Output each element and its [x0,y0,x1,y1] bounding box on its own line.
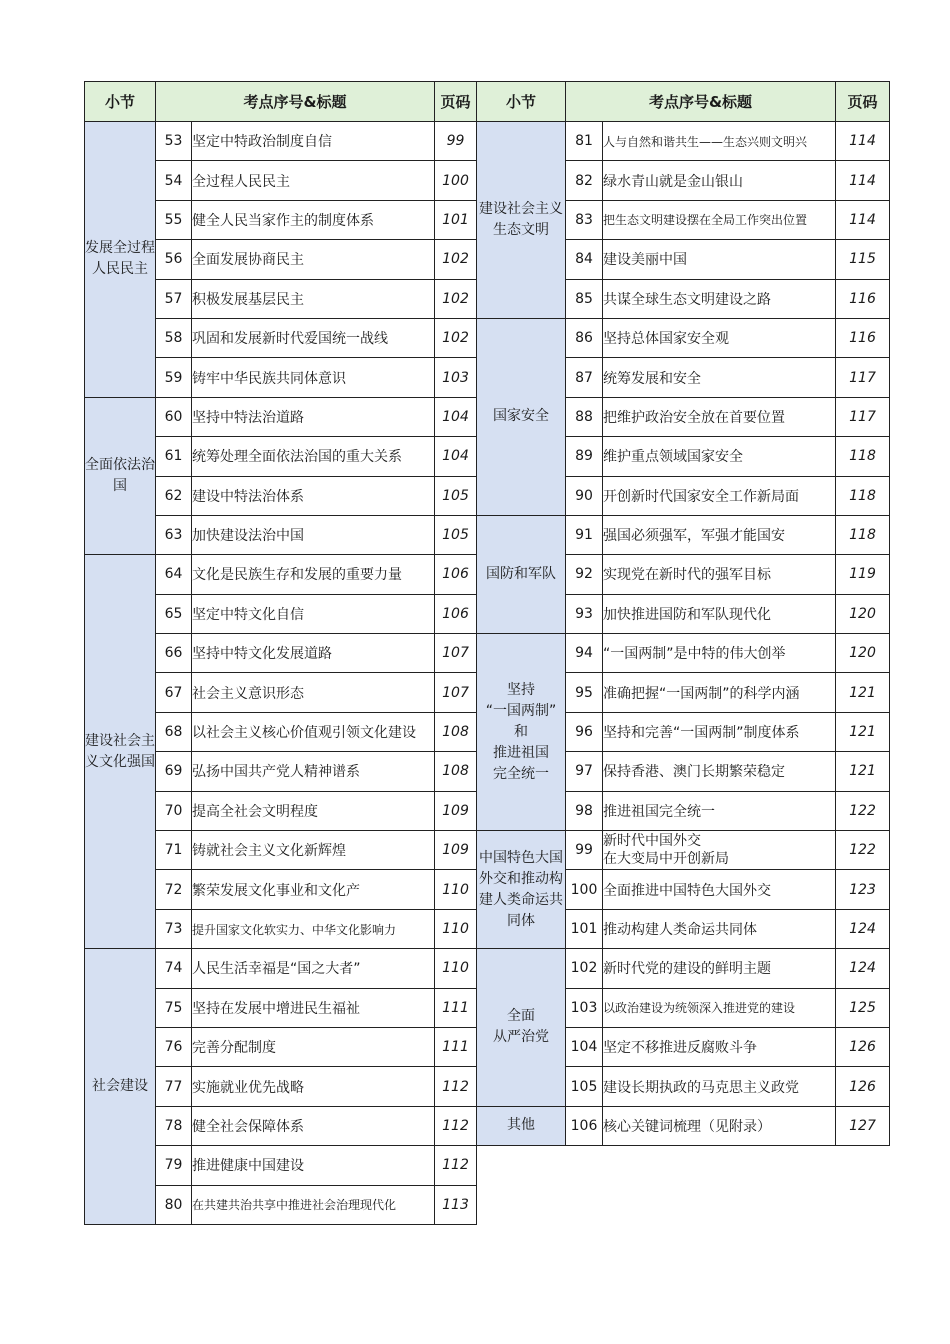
topic-number: 69 [156,752,192,791]
page-number: 124 [836,949,890,988]
section-label: 坚持 “一国两制” 和 推进祖国 完全统一 [477,634,566,831]
topic-number: 95 [566,673,603,712]
topic-title: 开创新时代国家安全工作新局面 [603,476,836,515]
section-label: 国家安全 [477,318,566,515]
page-number: 114 [836,200,890,239]
topic-number: 104 [566,1027,603,1066]
topic-title: 坚持和完善“一国两制”制度体系 [603,712,836,751]
page-number: 107 [435,673,477,712]
page-number: 116 [836,318,890,357]
topic-title: 铸就社会主义文化新辉煌 [192,831,435,870]
topic-number: 100 [566,870,603,909]
topic-title: 推动构建人类命运共同体 [603,909,836,948]
topic-number: 55 [156,200,192,239]
page-number: 113 [435,1185,477,1224]
topic-title: 坚定不移推进反腐败斗争 [603,1027,836,1066]
page-number: 119 [836,555,890,594]
page-number: 118 [836,515,890,554]
topic-number: 63 [156,515,192,554]
page-number: 126 [836,1067,890,1106]
header-row [85,82,477,122]
topic-number: 106 [566,1106,603,1145]
topic-number: 76 [156,1027,192,1066]
page-number: 107 [435,634,477,673]
topic-number: 94 [566,634,603,673]
page-number: 125 [836,988,890,1027]
topic-number: 64 [156,555,192,594]
topic-number: 82 [566,161,603,200]
topic-title: 推进健康中国建设 [192,1146,435,1185]
toc-table-left [84,81,477,1225]
page-number: 103 [435,358,477,397]
topic-number: 91 [566,515,603,554]
page-number: 120 [836,634,890,673]
page-number: 100 [435,161,477,200]
table-row [85,397,477,436]
topic-title: 以社会主义核心价值观引领文化建设 [192,712,435,751]
table-row [477,515,890,554]
topic-title: 人与自然和谐共生——生态兴则文明兴 [603,122,836,161]
table-row [85,555,477,594]
topic-title: 坚持在发展中增进民生福祉 [192,988,435,1027]
page-number: 112 [435,1146,477,1185]
page-number: 108 [435,712,477,751]
topic-number: 81 [566,122,603,161]
page-number: 117 [836,358,890,397]
topic-number: 92 [566,555,603,594]
topic-title: 提升国家文化软实力、中华文化影响力 [192,909,435,948]
topic-number: 75 [156,988,192,1027]
page-number: 102 [435,279,477,318]
topic-title: 坚持中特法治道路 [192,397,435,436]
header-section: 小节 [477,82,566,122]
topic-number: 65 [156,594,192,633]
header-row [477,82,890,122]
topic-title: 全面推进中国特色大国外交 [603,870,836,909]
topic-title: 建设中特法治体系 [192,476,435,515]
page-number: 102 [435,240,477,279]
header-page: 页码 [836,82,890,122]
page-number: 111 [435,988,477,1027]
topic-number: 88 [566,397,603,436]
topic-title: 坚定中特政治制度自信 [192,122,435,161]
topic-title: 全过程人民民主 [192,161,435,200]
table-row [477,831,890,870]
topic-number: 67 [156,673,192,712]
topic-number: 57 [156,279,192,318]
topic-number: 99 [566,831,603,870]
topic-number: 86 [566,318,603,357]
topic-title: 建设长期执政的马克思主义政党 [603,1067,836,1106]
page-number: 110 [435,949,477,988]
section-label: 中国特色大国外交和推动构建人类命运共同体 [477,831,566,949]
header-page: 页码 [435,82,477,122]
topic-number: 54 [156,161,192,200]
topic-title: 在共建共治共享中推进社会治理现代化 [192,1185,435,1224]
page-number: 121 [836,752,890,791]
page-number: 127 [836,1106,890,1145]
table-row [477,1106,890,1145]
topic-title: 坚持中特文化发展道路 [192,634,435,673]
page-number: 104 [435,437,477,476]
page-number: 105 [435,515,477,554]
table-row [85,949,477,988]
topic-title: 健全社会保障体系 [192,1106,435,1145]
page-number: 112 [435,1106,477,1145]
topic-title: 维护重点领域国家安全 [603,437,836,476]
topic-title: 实现党在新时代的强军目标 [603,555,836,594]
page-number: 121 [836,673,890,712]
topic-title: 新时代中国外交 在大变局中开创新局 [603,831,836,870]
topic-number: 101 [566,909,603,948]
topic-title: 核心关键词梳理（见附录） [603,1106,836,1145]
section-label: 国防和军队 [477,515,566,633]
topic-number: 78 [156,1106,192,1145]
page-number: 114 [836,161,890,200]
topic-number: 74 [156,949,192,988]
page-number: 118 [836,437,890,476]
topic-number: 80 [156,1185,192,1224]
topic-title: 提高全社会文明程度 [192,791,435,830]
topic-number: 98 [566,791,603,830]
section-label: 社会建设 [85,949,156,1225]
table-row [477,634,890,673]
topic-title: 实施就业优先战略 [192,1067,435,1106]
topic-title: 强国必须强军，军强才能国安 [603,515,836,554]
page-number: 118 [836,476,890,515]
topic-number: 102 [566,949,603,988]
topic-title: 以政治建设为统领深入推进党的建设 [603,988,836,1027]
page-number: 117 [836,397,890,436]
topic-title: 巩固和发展新时代爱国统一战线 [192,318,435,357]
topic-number: 77 [156,1067,192,1106]
topic-title: 把生态文明建设摆在全局工作突出位置 [603,200,836,239]
page-number: 122 [836,791,890,830]
topic-number: 62 [156,476,192,515]
topic-number: 71 [156,831,192,870]
topic-title: 共谋全球生态文明建设之路 [603,279,836,318]
page-number: 112 [435,1067,477,1106]
table-row [477,318,890,357]
topic-title: 坚定中特文化自信 [192,594,435,633]
topic-title: 铸牢中华民族共同体意识 [192,358,435,397]
page-number: 99 [435,122,477,161]
page-number: 122 [836,831,890,870]
topic-title: 建设美丽中国 [603,240,836,279]
page-number: 110 [435,870,477,909]
topic-title: 弘扬中国共产党人精神谱系 [192,752,435,791]
topic-number: 90 [566,476,603,515]
topic-number: 73 [156,909,192,948]
page-number: 108 [435,752,477,791]
page-number: 110 [435,909,477,948]
topic-number: 66 [156,634,192,673]
topic-number: 79 [156,1146,192,1185]
topic-title: 保持香港、澳门长期繁荣稳定 [603,752,836,791]
topic-number: 60 [156,397,192,436]
page-number: 120 [836,594,890,633]
table-row [477,122,890,161]
topic-number: 85 [566,279,603,318]
topic-title: “一国两制”是中特的伟大创举 [603,634,836,673]
topic-number: 83 [566,200,603,239]
topic-number: 61 [156,437,192,476]
topic-number: 97 [566,752,603,791]
topic-title: 统筹处理全面依法治国的重大关系 [192,437,435,476]
topic-number: 53 [156,122,192,161]
topic-title: 繁荣发展文化事业和文化产 [192,870,435,909]
topic-title: 新时代党的建设的鲜明主题 [603,949,836,988]
topic-number: 70 [156,791,192,830]
page-number: 101 [435,200,477,239]
topic-title: 全面发展协商民主 [192,240,435,279]
section-label: 全面依法治国 [85,397,156,555]
page-number: 102 [435,318,477,357]
page-number: 104 [435,397,477,436]
topic-number: 56 [156,240,192,279]
topic-title: 完善分配制度 [192,1027,435,1066]
topic-number: 89 [566,437,603,476]
topic-number: 72 [156,870,192,909]
table-row [477,949,890,988]
topic-number: 103 [566,988,603,1027]
page-number: 109 [435,831,477,870]
toc-table-right [476,81,890,1146]
topic-title: 社会主义意识形态 [192,673,435,712]
topic-title: 加快推进国防和军队现代化 [603,594,836,633]
topic-title: 统筹发展和安全 [603,358,836,397]
page-number: 116 [836,279,890,318]
topic-title: 加快建设法治中国 [192,515,435,554]
topic-title: 文化是民族生存和发展的重要力量 [192,555,435,594]
section-label: 其他 [477,1106,566,1145]
section-label: 发展全过程人民民主 [85,122,156,398]
topic-number: 58 [156,318,192,357]
page-number: 124 [836,909,890,948]
header-section: 小节 [85,82,156,122]
topic-title: 把维护政治安全放在首要位置 [603,397,836,436]
topic-title: 健全人民当家作主的制度体系 [192,200,435,239]
page-number: 126 [836,1027,890,1066]
page-number: 114 [836,122,890,161]
topic-number: 105 [566,1067,603,1106]
page-number: 106 [435,594,477,633]
page-number: 105 [435,476,477,515]
table-row [85,122,477,161]
section-label: 建设社会主义生态文明 [477,122,566,319]
topic-number: 87 [566,358,603,397]
topic-number: 93 [566,594,603,633]
topic-number: 68 [156,712,192,751]
header-topic: 考点序号&标题 [566,82,836,122]
page-number: 109 [435,791,477,830]
section-label: 全面 从严治党 [477,949,566,1107]
topic-title: 绿水青山就是金山银山 [603,161,836,200]
topic-title: 准确把握“一国两制”的科学内涵 [603,673,836,712]
page-number: 121 [836,712,890,751]
topic-title: 人民生活幸福是“国之大者” [192,949,435,988]
topic-number: 84 [566,240,603,279]
topic-title: 坚持总体国家安全观 [603,318,836,357]
topic-number: 59 [156,358,192,397]
section-label: 建设社会主义文化强国 [85,555,156,949]
topic-title: 积极发展基层民主 [192,279,435,318]
topic-number: 96 [566,712,603,751]
page-number: 123 [836,870,890,909]
header-topic: 考点序号&标题 [156,82,435,122]
topic-title: 推进祖国完全统一 [603,791,836,830]
page-number: 115 [836,240,890,279]
page-number: 106 [435,555,477,594]
page-number: 111 [435,1027,477,1066]
